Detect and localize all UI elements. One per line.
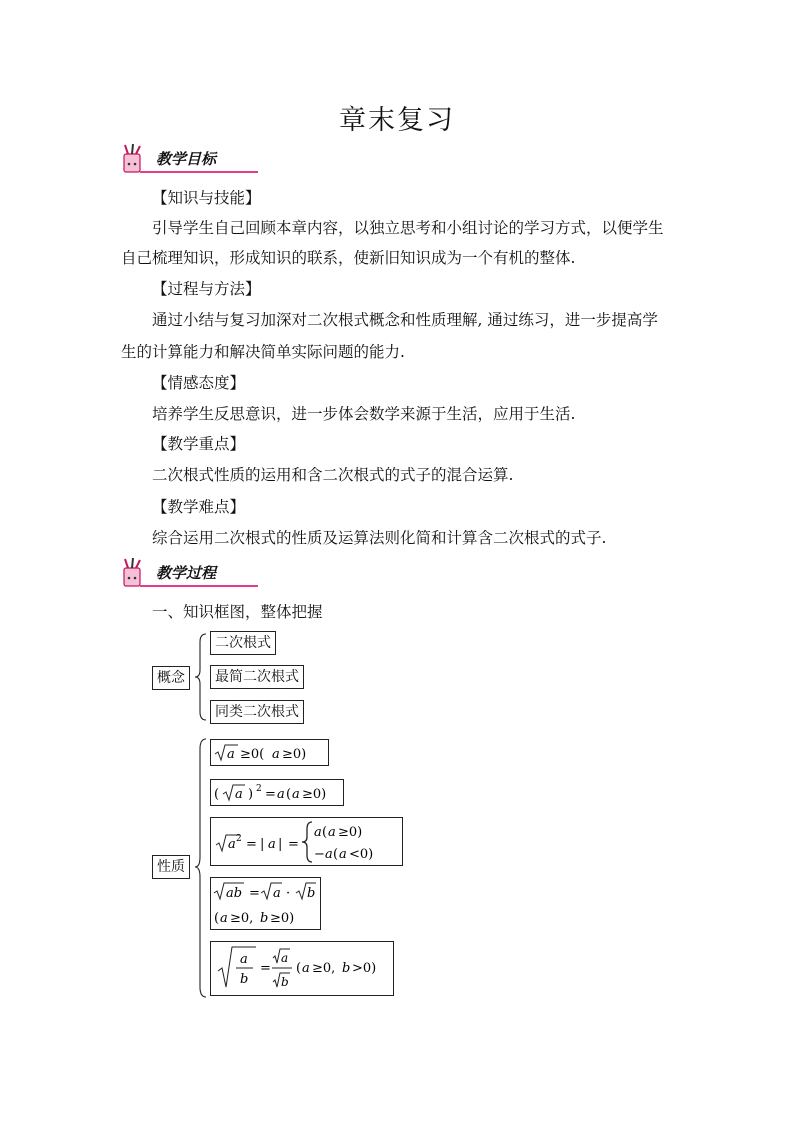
- svg-text:a: a: [272, 747, 280, 762]
- text-process-1: 通过小结与复习加深对二次根式概念和性质理解, 通过练习，进一步提高学: [152, 311, 658, 329]
- svg-text:b: b: [281, 975, 289, 989]
- text-emotion-1: 培养学生反思意识，进一步体会数学来源于生活，应用于生活.: [152, 405, 576, 423]
- formula-sqrt-square-abs: [210, 817, 404, 867]
- badge-label: 教学过程: [156, 564, 217, 582]
- svg-text:<0): <0): [349, 847, 374, 862]
- formula-sqrt-quotient: [210, 941, 395, 997]
- svg-text:|: |: [260, 837, 265, 852]
- text-process-2: 生的计算能力和解决简单实际问题的能力.: [121, 343, 405, 361]
- page-title: 章末复习: [339, 105, 455, 136]
- svg-text:(: (: [296, 961, 302, 976]
- svg-text:(: (: [286, 787, 292, 802]
- svg-text:2: 2: [236, 834, 242, 844]
- svg-text:b: b: [342, 961, 351, 976]
- svg-text:a: a: [240, 952, 248, 967]
- heading-key: 【教学重点】: [152, 435, 246, 453]
- section-badge-process: [118, 558, 278, 588]
- svg-text:(: (: [333, 847, 339, 862]
- svg-text:a: a: [328, 825, 336, 840]
- heading-process: 【过程与方法】: [152, 280, 261, 298]
- svg-text:a: a: [227, 747, 235, 762]
- svg-text:≥0): ≥0): [338, 825, 363, 840]
- svg-text:≥0): ≥0): [270, 911, 295, 926]
- formula-square-of-sqrt: [210, 779, 345, 807]
- svg-text:>0): >0): [352, 961, 377, 976]
- svg-text:≥0): ≥0): [282, 747, 307, 762]
- text-knowledge-2: 自己梳理知识，形成知识的联系，使新旧知识成为一个有机的整体.: [121, 249, 576, 267]
- svg-text:a: a: [314, 825, 322, 840]
- heading-emotion: 【情感态度】: [152, 374, 246, 392]
- svg-text:(: (: [322, 825, 328, 840]
- svg-text:≥0,: ≥0,: [230, 911, 254, 926]
- svg-text:(: (: [214, 787, 220, 802]
- svg-text:a: a: [302, 961, 310, 976]
- svg-text:≥0,: ≥0,: [312, 961, 336, 976]
- badge-label: 教学目标: [156, 150, 217, 168]
- text-key-1: 二次根式性质的运用和含二次根式的式子的混合运算.: [152, 466, 514, 484]
- property-brace: [194, 737, 208, 999]
- svg-text:a: a: [281, 951, 289, 965]
- heading-difficult: 【教学难点】: [152, 498, 246, 516]
- svg-text:=: =: [265, 787, 276, 802]
- text-difficult-1: 综合运用二次根式的性质及运算法则化简和计算含二次根式的式子.: [152, 529, 607, 547]
- formula-sqrt-nonnegative: [210, 739, 330, 767]
- step-1-heading: 一、知识框图，整体把握: [152, 603, 323, 621]
- badge-underline: [140, 585, 258, 587]
- svg-text:a: a: [220, 911, 228, 926]
- svg-text:(: (: [214, 911, 220, 926]
- svg-text:=: =: [249, 886, 260, 901]
- property-label-box: 性质: [152, 855, 190, 879]
- concept-label-box: 概念: [152, 666, 190, 690]
- pencil-cup-icon: [118, 558, 158, 588]
- svg-text:a: a: [235, 787, 243, 802]
- svg-text:=: =: [260, 961, 271, 976]
- svg-text:≥0(: ≥0(: [240, 747, 265, 762]
- svg-text:): ): [248, 787, 254, 802]
- badge-underline: [140, 171, 258, 173]
- svg-text:a: a: [277, 787, 285, 802]
- svg-text:ab: ab: [226, 886, 243, 901]
- section-badge-objectives: [118, 144, 278, 174]
- svg-text:·: ·: [286, 886, 291, 901]
- svg-text:b: b: [307, 886, 316, 901]
- svg-text:b: b: [260, 911, 269, 926]
- concept-item-3: 同类二次根式: [210, 700, 304, 724]
- svg-text:a: a: [339, 847, 347, 862]
- svg-text:a: a: [268, 837, 276, 852]
- formula-sqrt-product: [210, 877, 322, 931]
- svg-text:2: 2: [256, 784, 262, 794]
- svg-text:a: a: [292, 787, 300, 802]
- concept-brace: [194, 632, 208, 722]
- concept-item-2: 最简二次根式: [210, 665, 304, 689]
- pencil-cup-icon: [118, 144, 158, 174]
- heading-knowledge: 【知识与技能】: [152, 189, 261, 207]
- svg-text:a: a: [325, 847, 333, 862]
- concept-item-1: 二次根式: [210, 631, 276, 655]
- svg-text:b: b: [240, 972, 249, 987]
- svg-text:=: =: [288, 837, 299, 852]
- svg-text:≥0): ≥0): [302, 787, 327, 802]
- text-knowledge-1: 引导学生自己回顾本章内容，以独立思考和小组讨论的学习方式，以便学生: [152, 219, 664, 237]
- svg-text:a: a: [228, 837, 236, 852]
- svg-text:a: a: [273, 886, 281, 901]
- svg-text:|: |: [278, 837, 283, 852]
- svg-text:=: =: [246, 837, 257, 852]
- svg-text:−: −: [314, 847, 325, 862]
